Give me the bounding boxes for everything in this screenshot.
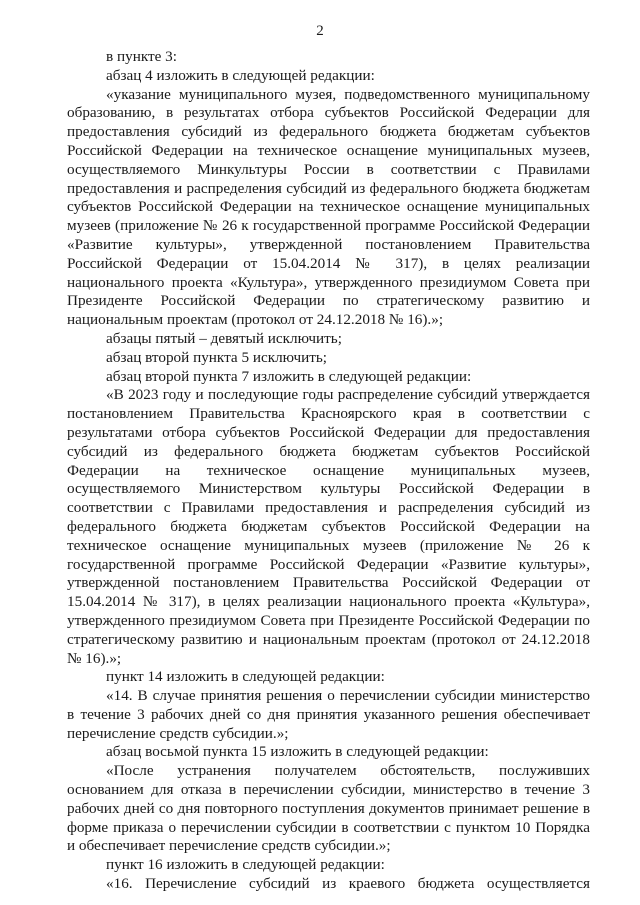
paragraph-abzac-4-text: «указание муниципального музея, подведомственного муниципальному образованию, в результатах отбора субъектов Российской Федерации для предоставления субсидий из федерального бюджета бюджетам субъектов Российской Федерации на техническое оснащение муниципальных музеев, осуществляемого Минкультуры России в соответствии с Правилами предоставления и распределения субсидий из федерального бюджета бюджетам субъектов Российской Федерации на техническое оснащение муниципальных музеев (приложение № 26 к государственной программе Российской Федерации «Развитие культуры», утвержденной постановлением Правительства Российской Федерации от 15.04.2014 № 317), в целях реализации национального проекта «Культура», утвержденного президиумом Совета при Президенте Российской Федерации по стратегическому развитию и национальным проектам (протокол от 24.12.2018 № 16).»; [67,85,590,329]
paragraph-section-3-intro: в пункте 3: [106,48,177,65]
paragraph-section-16-instruction: пункт 16 изложить в следующей редакции: [106,856,385,874]
paragraph-section-14-instruction: пункт 14 изложить в следующей редакции: [106,668,385,686]
document-body [67,48,590,894]
paragraph-section-14-text: «14. В случае принятия решения о перечислении субсидии министерство в течение 3 рабочих дней со дня принятия указанного решения обеспечивает перечисление средств субсидии.»; [67,687,590,742]
paragraph-section-16-text: «16. Перечисление субсидий из краевого бюджета осуществляется [106,875,590,893]
paragraph-section-7-instruction: абзац второй пункта 7 изложить в следующей редакции: [106,367,472,385]
paragraph-section-7-text: «В 2023 году и последующие годы распределение субсидий утверждается постановлением Правительства Красноярского края в соответствии с результатами отбора субъектов Российской Федерации для предоставления субсидий из федерального бюджета бюджетам субъектов Российской Федерации на техническое оснащение муниципальных музеев, осуществляемого Министерством культуры Российской Федерации в соответствии с Правилами предоставления и распределения субсидий из федерального бюджета бюджетам субъектов Российской Федерации на техническое оснащение муниципальных музеев (приложение № 26 к государственной программе Российской Федерации «Развитие культуры», утвержденной постановлением Правительства Российской Федерации от 15.04.2014 № 317), в целях реализации национального проекта «Культура», утвержденного президиумом Совета при Президенте Российской Федерации по стратегическому развитию и национальным проектам (протокол от 24.12.2018 № 16).»; [67,386,590,667]
page-number: 2 [316,23,324,39]
paragraph-abzacy-5-9-exclude: абзацы пятый – девятый исключить; [106,329,342,347]
paragraph-section-15-instruction: абзац восьмой пункта 15 изложить в следующей редакции: [106,743,489,761]
paragraph-section-5-exclude: абзац второй пункта 5 исключить; [106,348,327,366]
paragraph-section-15-text: «После устранения получателем обстоятельств, послуживших основанием для отказа в перечислении субсидии, министерство в течение 3 рабочих дней со дня повторного поступления документов принимает решение в форме приказа о перечислении субсидии в соответствии с пунктом 10 Порядка и обеспечивает перечисление средств субсидии.»; [67,762,590,855]
paragraph-abzac-4-instruction: абзац 4 изложить в следующей редакции: [106,66,375,84]
